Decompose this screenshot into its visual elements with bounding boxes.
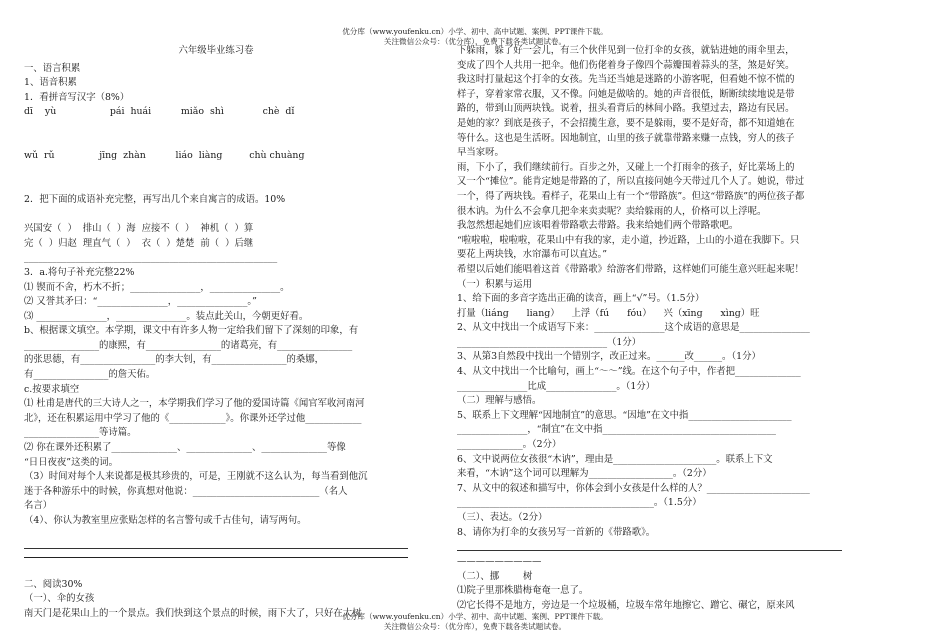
answer-line-3 (457, 540, 842, 551)
passage-line: 路的，带到山顶两块钱。说着，扭头看背后的林间小路。我望过去，路边有民居。 (457, 103, 795, 115)
question-line: ⑴ 杜甫是唐代的三大诗人之一，本学期我们学习了他的爱国诗篇《闻官军收河南河 (24, 398, 365, 410)
passage-line: 下躲雨，躲了好一会儿，有三个伙伴见到一位打伞的女孩，就钻进她的雨伞里去， (457, 45, 795, 56)
passage-line: 来看，“木讷”这个词可以理解为__________________。（2分） (457, 468, 712, 480)
right-passage-and-questions (457, 44, 842, 540)
passage-line: ______________。（2分） (457, 439, 562, 451)
reading-passage-line: 南天门是花果山上的一个景点。我们快到这个景点的时候，雨下大了，只好在大树 (24, 607, 362, 619)
answer-line-2 (24, 553, 408, 558)
passage-line: 5、联系上下文理解“因地制宜”的意思。“因地”在文中指______________________ (457, 409, 792, 421)
question-line: ________________等诗篇。 (24, 427, 137, 439)
question-line: 2．把下面的成语补充完整，再写出几个来自寓言的成语。10% (24, 193, 286, 205)
passage-line: 打量（liáng liang） 上浮（fú fóu） 兴（xīng xìng）旺 (457, 307, 760, 319)
passage-line: “啦啦啦，啦啦啦，花果山中有我的家，走小道，抄近路，上山的小道在我脚下。只 (457, 234, 800, 246)
question-line: 完（ ）归赵 理直气（ ） 衣（ ）楚楚 前（ ）后继 (24, 237, 254, 249)
passage-line: 很木讷。为什么不会拿几把伞来卖卖呢？卖给躲雨的人，价格可以上浮呢。 (457, 205, 767, 217)
header-line-2: 关注微信公众号：（优分库），免费下载各类试题试卷。 (383, 37, 567, 46)
passage-line: 雨，下小了，我们继续前行。百步之外，又碰上一个打雨伞的孩子，好比菜场上的 (457, 161, 795, 173)
passage-line: __________________________________________。（1.5分） (457, 497, 702, 509)
question-line: wǔ rǔ jīng zhàn liáo liàng chù chuàng (24, 150, 305, 162)
left-question-lines (24, 62, 408, 529)
passage-line: 早当家呀。 (457, 147, 504, 159)
question-line: b、根据课文填空。本学期，课文中有许多人物一定给我们留下了深刻的印象，有 (24, 325, 359, 337)
question-line: ________________的康熙，有________________的诸葛亮，有________________ (24, 339, 353, 351)
question-line: dī yù pái huái miǎo shì chè dǐ (24, 106, 295, 118)
question-line: ⑵ 又誉其矛曰：“_______________，_______________。” (24, 296, 257, 308)
exam-title: 六年级毕业练习卷 (178, 45, 254, 56)
passage-line: 2、从文中找出一个成语写下来：_______________这个成语的意思是_______________ (457, 322, 810, 334)
question-line: 一、语言积累 (24, 62, 81, 74)
footer-line-1: 优分库（www.youfenku.cn）小学、初中、高中试题、案例、PPT课件下载。 (342, 612, 608, 621)
question-line: ⑵ 你在课外还积累了______________、______________、______________等像 (24, 442, 346, 454)
question-line (24, 208, 408, 223)
question-line: ______________________________________________________ (24, 252, 278, 264)
left-column (24, 44, 408, 621)
question-line (24, 135, 408, 150)
question-line: ⑶ _______________，_______________。装点此关山，今朝更好看。 (24, 310, 309, 322)
passage-line: 4、从文中找出一个比喻句，画上“～～”线。在这个句子中，作者把______________ (457, 366, 801, 378)
answer-line-1 (24, 541, 408, 549)
passage-line: 3、从第3自然段中找出一个错别字，改正过来。______改______。（1分） (457, 351, 761, 363)
passage-line: 样子，穿着家常衣服，又不像。问她是做啥的。她的声音很低，断断续续地说是带 (457, 88, 795, 100)
passage-line: 8、请你为打伞的女孩另写一首新的《带路歌》。 (457, 526, 656, 538)
question-line: 北》，还在积累运用中学习了他的《____________》。你课外还学过他____________ (24, 412, 362, 424)
question-line: ⑴ 锲而不舍，朽木不折；_______________，_______________。 (24, 281, 290, 293)
passage-line: _______________比成_______________。（1分） (457, 380, 656, 392)
question-line: 3．a.将句子补充完整22% (24, 266, 135, 278)
reading-section-header: 二、阅读30% (24, 578, 83, 590)
passage-line: _______________，“制宜”在文中指_____________________________________ (457, 424, 776, 436)
right-column (457, 44, 842, 614)
passage-line: （三）、表达。（2分） (457, 512, 548, 523)
passage-line: 一个，得了两块钱。看样子，花果山上有一个“带路族”。但这“带路族”的两位孩子都 (457, 190, 805, 202)
passage-line: 希望以后她们能唱着这首《带路歌》给游客们带路，这样她们可能生意兴旺起来呢！ (457, 263, 804, 275)
page-footer (0, 612, 950, 632)
question-line: 的张思德，有________________的李大钊，有________________的桑娜， (24, 354, 325, 366)
question-line: （3）时间对每个人来说都是极其珍贵的，可是，王刚就不这么认为，每当看到他沉 (24, 471, 368, 483)
passage-line: 我这时打量起这个打伞的女孩。先当还当她是迷路的小游客呢，但看她不惊不慌的 (457, 74, 795, 86)
passage-line: 6、文中说两位女孩很“木讷”，理由是______________________。联系上下文 (457, 453, 773, 465)
passage-line: ⑵它长得不是地方，旁边是一个垃圾桶，垃圾车常年地擦它、蹭它、碾它，原来风 (457, 599, 795, 611)
footer-line-2: 关注微信公众号：（优分库），免费下载各类试题试卷。 (383, 622, 567, 631)
question-line: “日日夜夜”这类的词。 (24, 456, 118, 468)
question-line (24, 120, 408, 135)
passage-line: 1、给下面的多音字选出正确的读音，画上“√”号。（1.5分） (457, 293, 705, 305)
passage-line: 等什么。这也是生活呀。因地制宜，山里的孩子就靠带路来赚一点钱，穷人的孩子 (457, 132, 795, 144)
passage-line: ________________________________（1分） (457, 336, 642, 348)
question-line: c.按要求填空 (24, 383, 80, 395)
question-line (24, 178, 408, 193)
passage-line: （二）、挪 树 (457, 570, 533, 582)
question-line: 名言） (24, 500, 53, 512)
second-passage (457, 555, 842, 613)
reading-subtitle: （一）、伞的女孩 (24, 593, 95, 605)
passage-line: 7、从文中的叙述和描写中，你体会到小女孩是什么样的人？______________________ (457, 482, 810, 494)
question-line (24, 164, 408, 179)
question-line: 有________________的詹天佑。 (24, 369, 156, 381)
passage-line: 变成了四个人共用一把伞。他们伤佬着身子像四个蒜瓣围着蒜头的茎，煞是好笑。 (457, 59, 795, 71)
question-line: 兴国安（ ） 排山（ ）海 应接不（ ） 神机（ ）算 (24, 223, 254, 235)
header-line-1: 优分库（www.youfenku.cn）小学、初中、高中试题、案例、PPT课件下载。 (342, 27, 608, 36)
passage-line: （二）理解与感悟。 (457, 395, 542, 407)
passage-line: ⑴院子里那株腊梅奄奄一息了。 (457, 585, 589, 597)
question-line: 迷于各种游乐中的时候，你真想对他说：___________________________（名人 (24, 485, 348, 497)
passage-line: 又一个“摊位”。能肯定她是带路的了，所以直接问她今天带过几个人了。她说，带过 (457, 176, 805, 188)
passage-line: 我忽然想起她们应该唱着带路歌去带路。我来给她们两个带路歌吧。 (457, 220, 739, 232)
passage-line: （一）积累与运用 (457, 278, 533, 290)
passage-line: ————————— (457, 556, 542, 568)
question-line: （4）、你认为教室里应张贴怎样的名言警句或千古佳句，请写两句。 (24, 515, 307, 526)
question-line: 1、语音积累 (24, 77, 77, 89)
passage-line: 要花上两块钱，水帘瀑布可以直达。” (457, 249, 608, 261)
question-line: 1．看拼音写汉字（8%） (24, 91, 130, 103)
passage-line: 是她的家？到底是孩子，不会招揽生意，要不是躲雨，要不是好奇，都不知道她在 (457, 117, 795, 129)
